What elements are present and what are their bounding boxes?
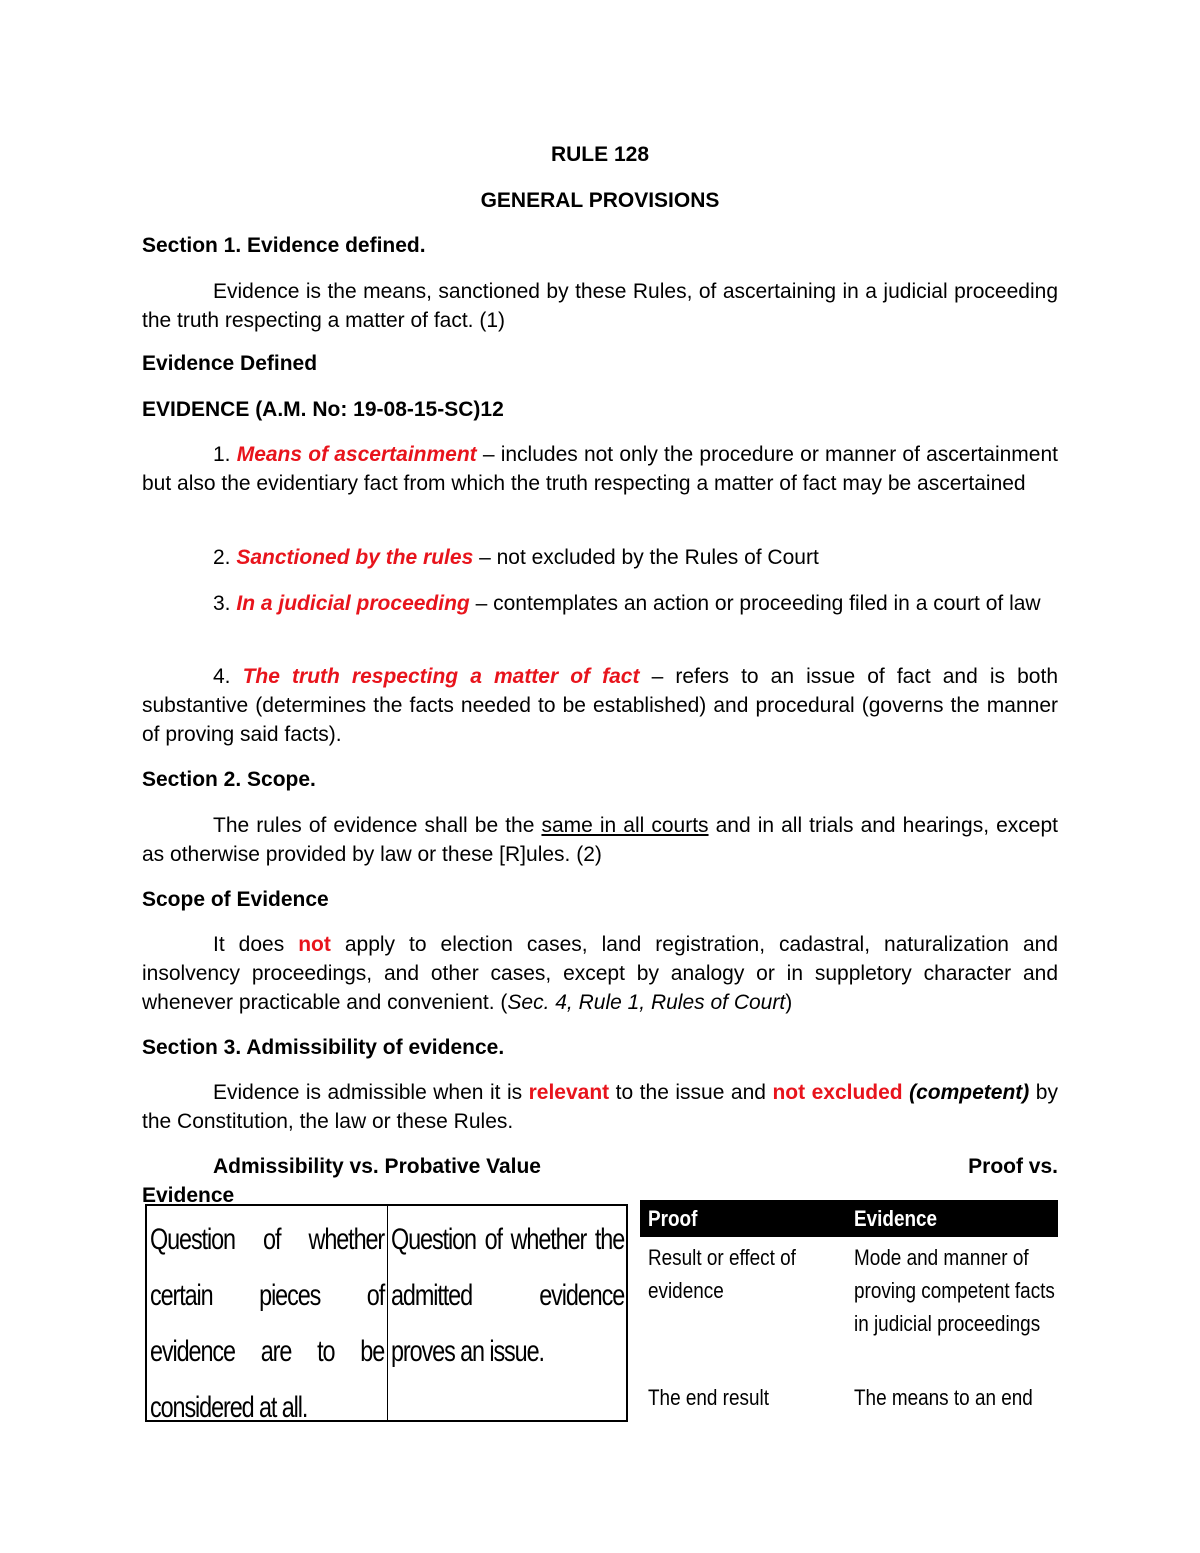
text-run: Evidence is admissible when it is (213, 1081, 529, 1104)
header-text: Proof (648, 1205, 698, 1231)
table-row (640, 1241, 1058, 1381)
text-run: to the issue and (609, 1081, 773, 1104)
table-cell (640, 1381, 846, 1414)
item-description: – refers to an issue of fact and is both substantive (determines the facts needed to be established) and procedural (governs the manner of proving said facts). (142, 665, 1058, 746)
item-number: 4. (213, 665, 243, 688)
table-cell (640, 1241, 846, 1381)
admissibility-table (145, 1204, 628, 1422)
section-2-text (142, 811, 1058, 869)
rule-number: RULE 128 (550, 143, 650, 166)
admissibility-vs-probative-heading: Admissibility vs. Probative Value (213, 1155, 541, 1178)
table-header (640, 1200, 1058, 1237)
evidence-defined-subheading: EVIDENCE (A.M. No: 19-08-15-SC)12 (142, 398, 504, 421)
text-run: It does (213, 933, 299, 956)
section-3-heading: Section 3. Admissibility of evidence. (142, 1036, 505, 1059)
header-proof (640, 1206, 846, 1232)
emphasis-competent: (competent) (909, 1081, 1030, 1104)
definition-item-2 (142, 543, 1058, 572)
item-term: The truth respecting a matter of fact (242, 665, 640, 688)
proof-evidence-table (640, 1200, 1058, 1414)
item-term: In a judicial proceeding (236, 592, 470, 615)
probative-value-cell (387, 1206, 627, 1420)
text-run: The rules of evidence shall be the (213, 814, 542, 837)
definition-item-4 (142, 662, 1058, 749)
table-cell (846, 1241, 1058, 1381)
citation: Sec. 4, Rule 1, Rules of Court (507, 991, 786, 1014)
item-description: – includes not only the procedure or manner of ascertainment but also the evidentiary fact from which the truth respecting a matter of fact may be ascertained (142, 443, 1058, 495)
text-run: apply to election cases, land registration, cadastral, naturalization and insolvency proceedings, and other cases, except by analogy or in suppletory character and whenever practicable and convenient. ( (142, 933, 1058, 1014)
section-1-heading: Section 1. Evidence defined. (142, 234, 426, 257)
scope-of-evidence-text (142, 930, 1058, 1017)
item-term: Means of ascertainment (236, 443, 477, 466)
header-text: Evidence (854, 1205, 938, 1231)
cell-text: Mode and manner of proving competent facts in judicial proceedings (854, 1245, 1055, 1336)
text-run: and in all trials and hearings, except as otherwise provided by law or these [R]ules. (2) (142, 814, 1058, 866)
table-cell (846, 1381, 1058, 1414)
cell-text: Result or effect of evidence (648, 1245, 796, 1303)
emphasis-relevant: relevant (528, 1081, 610, 1104)
scope-of-evidence-heading: Scope of Evidence (142, 888, 329, 911)
item-number: 2. (213, 546, 237, 569)
proof-vs-evidence-heading-2: Evidence (142, 1184, 235, 1207)
cell-text: Question of whether certain pieces of evidence are to be considered at all. (150, 1223, 385, 1424)
header-evidence (846, 1206, 1058, 1232)
cell-text: The end result (648, 1385, 769, 1410)
section-3-text (142, 1078, 1058, 1136)
cell-text: Question of whether the admitted evidence proves an issue. (390, 1223, 624, 1368)
text-run: ) (785, 991, 793, 1014)
definition-item-1 (142, 440, 1058, 498)
cell-text: The means to an end (854, 1385, 1033, 1410)
page-title: GENERAL PROVISIONS (480, 189, 720, 212)
emphasis-not-excluded: not excluded (772, 1081, 903, 1104)
item-term: Sanctioned by the rules (236, 546, 474, 569)
underlined-phrase: same in all courts (541, 814, 709, 837)
item-description: – contemplates an action or proceeding filed in a court of law (469, 592, 1041, 615)
proof-vs-evidence-heading-1: Proof vs. (968, 1155, 1058, 1178)
item-number: 3. (213, 592, 237, 615)
section-1-text: Evidence is the means, sanctioned by these Rules, of ascertaining in a judicial proceeding the truth respecting a matter of fact. (1) (142, 280, 1058, 332)
table-row (640, 1381, 1058, 1414)
definition-item-3 (142, 589, 1058, 618)
text-run: by the Constitution, the law or these Rules. (142, 1081, 1058, 1133)
evidence-defined-heading: Evidence Defined (142, 352, 318, 375)
section-2-heading: Section 2. Scope. (142, 768, 316, 791)
admissibility-cell (147, 1206, 387, 1424)
emphasis-not: not (298, 933, 331, 956)
item-number: 1. (213, 443, 237, 466)
item-description: – not excluded by the Rules of Court (473, 546, 819, 569)
